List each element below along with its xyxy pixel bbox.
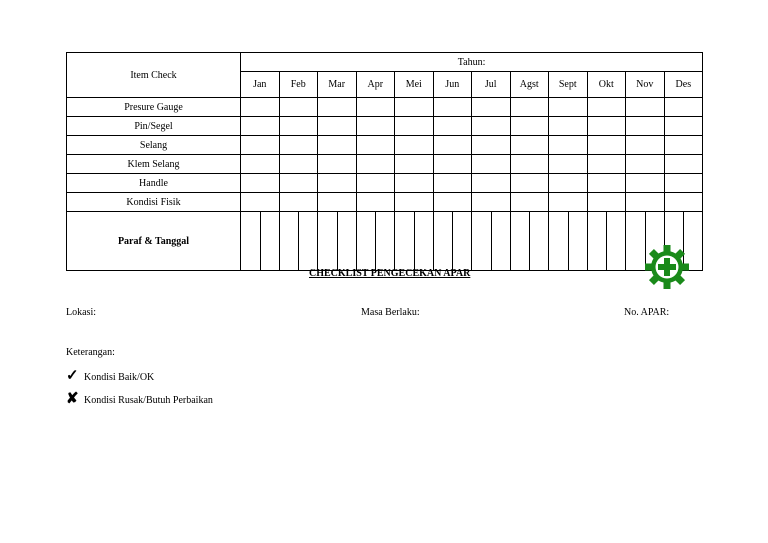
- signature-cell[interactable]: [433, 212, 472, 271]
- signature-divider: [337, 212, 338, 270]
- item-label: Presure Gauge: [67, 98, 241, 117]
- check-cell[interactable]: [472, 193, 511, 212]
- signature-divider: [452, 212, 453, 270]
- item-label: Pin/Segel: [67, 117, 241, 136]
- keterangan-label: Keterangan:: [66, 347, 115, 358]
- month-header: Sept: [549, 72, 588, 98]
- check-cell[interactable]: [549, 98, 588, 117]
- signature-cell[interactable]: [356, 212, 395, 271]
- check-cell[interactable]: [279, 136, 318, 155]
- month-header: Okt: [587, 72, 626, 98]
- check-cell[interactable]: [279, 98, 318, 117]
- check-cell[interactable]: [549, 155, 588, 174]
- check-cell[interactable]: [318, 193, 357, 212]
- month-header: Jan: [241, 72, 280, 98]
- signature-cell[interactable]: [510, 212, 549, 271]
- check-cell[interactable]: [626, 136, 665, 155]
- table-row: [67, 136, 703, 155]
- month-header: Mei: [395, 72, 434, 98]
- item-check-header: Item Check: [67, 53, 241, 98]
- check-cell[interactable]: [241, 136, 280, 155]
- check-cell[interactable]: [472, 136, 511, 155]
- table-row: [67, 155, 703, 174]
- check-cell[interactable]: [587, 136, 626, 155]
- signature-divider: [491, 212, 492, 270]
- check-cell[interactable]: [626, 117, 665, 136]
- year-header: Tahun:: [241, 53, 703, 72]
- signature-row: [67, 212, 703, 271]
- check-cell[interactable]: [433, 193, 472, 212]
- check-cell[interactable]: [356, 117, 395, 136]
- check-cell[interactable]: [395, 117, 434, 136]
- check-cell[interactable]: [587, 193, 626, 212]
- check-cell[interactable]: [356, 98, 395, 117]
- month-header: Des: [664, 72, 703, 98]
- check-cell[interactable]: [549, 193, 588, 212]
- check-cell[interactable]: [433, 174, 472, 193]
- check-cell[interactable]: [626, 193, 665, 212]
- check-cell[interactable]: [472, 117, 511, 136]
- check-cell[interactable]: [318, 98, 357, 117]
- signature-divider: [529, 212, 530, 270]
- check-cell[interactable]: [587, 117, 626, 136]
- month-header: Agst: [510, 72, 549, 98]
- k3-gear-cross-icon: [642, 242, 692, 292]
- check-cell[interactable]: [356, 136, 395, 155]
- check-cell[interactable]: [549, 174, 588, 193]
- table-row: [67, 174, 703, 193]
- signature-divider: [375, 212, 376, 270]
- check-cell[interactable]: [626, 155, 665, 174]
- lokasi-label: Lokasi:: [66, 307, 96, 318]
- check-cell[interactable]: [433, 117, 472, 136]
- check-cell[interactable]: [318, 155, 357, 174]
- check-cell[interactable]: [510, 136, 549, 155]
- item-label: Kondisi Fisik: [67, 193, 241, 212]
- check-cell[interactable]: [626, 174, 665, 193]
- signature-divider: [568, 212, 569, 270]
- check-cell[interactable]: [626, 98, 665, 117]
- document-title: CHECKLIST PENGECEKAN APAR: [309, 268, 471, 279]
- table-row: [67, 117, 703, 136]
- check-cell[interactable]: [510, 117, 549, 136]
- check-cell[interactable]: [664, 193, 703, 212]
- table-row: [67, 98, 703, 117]
- check-cell[interactable]: [472, 174, 511, 193]
- check-cell[interactable]: [472, 98, 511, 117]
- signature-divider: [606, 212, 607, 270]
- signature-divider: [414, 212, 415, 270]
- check-cell[interactable]: [395, 136, 434, 155]
- check-cell[interactable]: [587, 174, 626, 193]
- signature-cell[interactable]: [279, 212, 318, 271]
- month-header: Mar: [318, 72, 357, 98]
- table-row: [67, 193, 703, 212]
- month-header: Jun: [433, 72, 472, 98]
- legend-bad-label: Kondisi Rusak/Butuh Perbaikan: [84, 395, 213, 406]
- check-cell[interactable]: [395, 174, 434, 193]
- item-label: Handle: [67, 174, 241, 193]
- signature-cell[interactable]: [395, 212, 434, 271]
- signature-divider: [260, 212, 261, 270]
- check-cell[interactable]: [395, 155, 434, 174]
- check-cell[interactable]: [664, 174, 703, 193]
- check-cell[interactable]: [241, 117, 280, 136]
- check-cell[interactable]: [664, 136, 703, 155]
- check-cell[interactable]: [664, 117, 703, 136]
- month-header: Feb: [279, 72, 318, 98]
- check-cell[interactable]: [664, 98, 703, 117]
- no-apar-label: No. APAR:: [624, 307, 670, 318]
- legend-bad: [66, 389, 213, 408]
- check-cell[interactable]: [356, 174, 395, 193]
- check-cell[interactable]: [241, 193, 280, 212]
- signature-cell[interactable]: [549, 212, 588, 271]
- check-cell[interactable]: [587, 98, 626, 117]
- check-cell[interactable]: [279, 174, 318, 193]
- legend-ok-label: Kondisi Baik/OK: [84, 372, 155, 383]
- signature-cell[interactable]: [587, 212, 626, 271]
- month-header: Nov: [626, 72, 665, 98]
- check-cell[interactable]: [279, 155, 318, 174]
- month-header: Apr: [356, 72, 395, 98]
- signature-cell[interactable]: [318, 212, 357, 271]
- check-cell[interactable]: [510, 174, 549, 193]
- signature-cell[interactable]: [241, 212, 280, 271]
- month-header: Jul: [472, 72, 511, 98]
- check-cell[interactable]: [356, 155, 395, 174]
- checklist-table: [66, 52, 703, 271]
- check-cell[interactable]: [510, 193, 549, 212]
- check-cell[interactable]: [472, 155, 511, 174]
- check-cell[interactable]: [664, 155, 703, 174]
- check-cell[interactable]: [433, 155, 472, 174]
- check-cell[interactable]: [549, 136, 588, 155]
- check-cell[interactable]: [241, 155, 280, 174]
- check-cell[interactable]: [510, 98, 549, 117]
- check-cell[interactable]: [318, 174, 357, 193]
- check-cell[interactable]: [279, 193, 318, 212]
- check-cell[interactable]: [241, 98, 280, 117]
- legend-ok: [66, 366, 154, 385]
- item-label: Selang: [67, 136, 241, 155]
- check-cell[interactable]: [433, 136, 472, 155]
- check-cell[interactable]: [279, 117, 318, 136]
- cross-icon: ✘: [66, 391, 79, 407]
- signature-cell[interactable]: [472, 212, 511, 271]
- check-cell[interactable]: [510, 155, 549, 174]
- check-cell[interactable]: [587, 155, 626, 174]
- item-label: Klem Selang: [67, 155, 241, 174]
- check-cell[interactable]: [549, 117, 588, 136]
- signature-divider: [298, 212, 299, 270]
- check-cell[interactable]: [318, 117, 357, 136]
- masa-berlaku-label: Masa Berlaku:: [361, 307, 420, 318]
- signature-label: Paraf & Tanggal: [67, 212, 241, 271]
- check-cell[interactable]: [318, 136, 357, 155]
- header-row-year: [67, 53, 703, 72]
- check-icon: ✓: [66, 368, 79, 384]
- check-cell[interactable]: [356, 193, 395, 212]
- check-cell[interactable]: [395, 193, 434, 212]
- check-cell[interactable]: [433, 98, 472, 117]
- check-cell[interactable]: [395, 98, 434, 117]
- check-cell[interactable]: [241, 174, 280, 193]
